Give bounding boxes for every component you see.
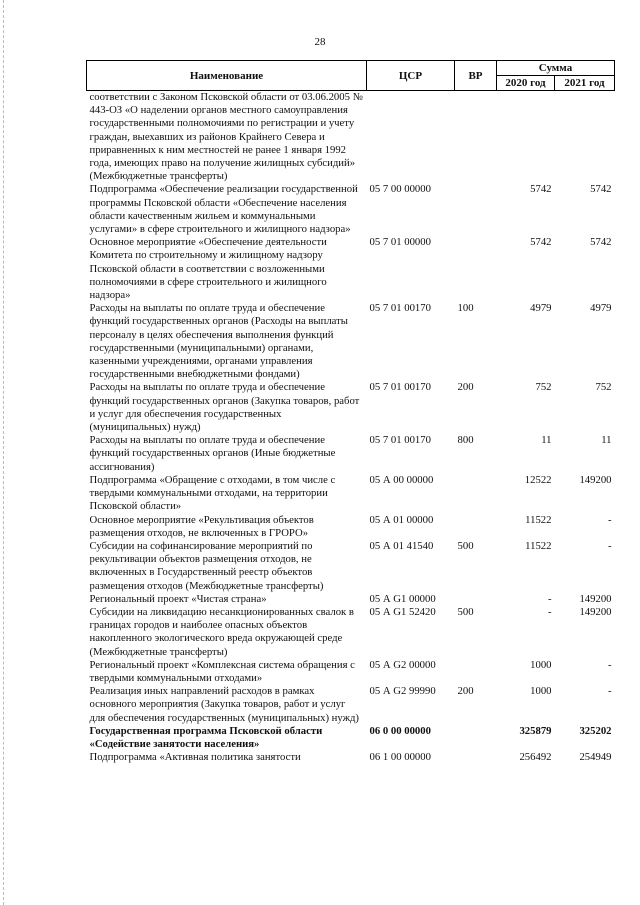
column-header-csr: ЦСР bbox=[367, 61, 455, 91]
table-row bbox=[87, 685, 615, 725]
column-header-2020: 2020 год bbox=[497, 76, 555, 91]
table-row bbox=[87, 725, 615, 751]
row-2020-cell: - bbox=[547, 605, 552, 618]
table-body bbox=[87, 91, 615, 765]
row-name-cell: Подпрограмма «Обращение с отходами, в том числе с твердыми коммунальными отходами, на территории Псковской области» bbox=[89, 473, 336, 513]
row-csr-cell: 05 7 01 00170 bbox=[369, 302, 431, 315]
row-2020-cell: 11 bbox=[541, 434, 552, 447]
row-2020-cell: 5742 bbox=[530, 236, 552, 249]
table-row bbox=[87, 540, 615, 593]
row-2020-cell bbox=[497, 91, 555, 184]
row-name-cell: Основное мероприятие «Обеспечение деятельности Комитета по строительному и жилищному надзору Псковской области в соответствии с возложенными полномочиями в сфере строительного и жилищного надзора» bbox=[89, 236, 327, 302]
row-2020-cell: 752 bbox=[535, 381, 552, 394]
row-vr-cell bbox=[455, 659, 497, 685]
row-name-cell: Субсидии на софинансирование мероприятий по рекультивации объектов размещения отходов, не включенных в Государственный реестр объектов размещения отходов (Межбюджетные трансферты) bbox=[89, 539, 324, 592]
row-vr-cell: 200 bbox=[457, 685, 474, 698]
row-vr-cell bbox=[455, 91, 497, 184]
row-name-cell: Расходы на выплаты по оплате труда и обеспечение функций государственных органов (Закупка товаров, работ и услуг для обеспечения государственных (муниципальных) нужд) bbox=[89, 381, 360, 434]
row-2020-cell: 5742 bbox=[530, 183, 552, 196]
row-name-cell: Подпрограмма «Активная политика занятости bbox=[89, 751, 301, 764]
column-header-vr: ВР bbox=[455, 61, 497, 91]
row-2021-cell: 4979 bbox=[590, 302, 612, 315]
page-edge-line bbox=[3, 0, 5, 905]
row-vr-cell: 500 bbox=[457, 605, 474, 618]
row-csr-cell: 06 1 00 00000 bbox=[369, 751, 431, 764]
row-2020-cell: 12522 bbox=[524, 473, 552, 486]
table-row bbox=[87, 381, 615, 434]
row-name-cell: Региональный проект «Чистая страна» bbox=[89, 592, 267, 605]
row-2021-cell: - bbox=[607, 513, 612, 526]
row-2020-cell: 11522 bbox=[525, 539, 552, 552]
row-vr-cell bbox=[455, 474, 497, 514]
row-csr-cell: 05 7 01 00170 bbox=[369, 381, 431, 394]
row-name-cell: Подпрограмма «Обеспечение реализации государственной программы Псковской области «Обеспечение населения области качественным жильем и коммунальными услугами» в сфере строительного и жилищного надзора» bbox=[89, 183, 358, 236]
row-name-cell: Расходы на выплаты по оплате труда и обеспечение функций государственных органов (Расходы на выплаты персоналу в целях обеспечения выполнения функций государственными (муниципальными) органами, казенными учреждениями, органами управления государственными внебюджетными фондами) bbox=[89, 302, 348, 381]
row-vr-cell: 500 bbox=[457, 539, 474, 552]
row-csr-cell: 05 А G2 99990 bbox=[369, 685, 436, 698]
row-2021-cell: - bbox=[607, 658, 612, 671]
row-csr-cell: 05 А 01 00000 bbox=[369, 513, 434, 526]
row-2021-cell: 149200 bbox=[579, 592, 612, 605]
row-vr-cell bbox=[455, 514, 497, 540]
row-2021-cell: 149200 bbox=[579, 605, 612, 618]
row-name-cell: Региональный проект «Комплексная система обращения с твердыми коммунальными отходами» bbox=[89, 658, 355, 684]
row-name-cell: Субсидии на ликвидацию несанкционированных свалок в границах городов и наиболее опасных объектов накопленного экологического вреда окружающей среде (Межбюджетные трансферты) bbox=[89, 605, 354, 658]
row-vr-cell bbox=[455, 751, 497, 764]
row-csr-cell: 05 7 01 00000 bbox=[369, 236, 431, 249]
row-name-cell: Расходы на выплаты по оплате труда и обеспечение функций государственных органов (Иные бюджетные ассигнования) bbox=[89, 434, 336, 473]
table-row bbox=[87, 302, 615, 381]
row-name-cell: Реализация иных направлений расходов в рамках основного мероприятия (Закупка товаров, работ и услуг для обеспечения государственных (муниципальных) нужд) bbox=[89, 685, 359, 724]
table-row bbox=[87, 593, 615, 606]
row-vr-cell bbox=[455, 725, 497, 751]
row-name-cell: соответствии с Законом Псковской области от 03.06.2005 № 443-ОЗ «О наделении органов местного самоуправления государственными полномочиями по регистрации и учету граждан, выехавших из районов Крайнего Севера и приравненных к ним местностей не ранее 1 января 1992 года, имеющих право на получение жилищных субсидий» (Межбюджетные трансферты) bbox=[89, 91, 363, 183]
row-2020-cell: - bbox=[547, 592, 552, 605]
row-vr-cell: 200 bbox=[457, 381, 474, 394]
row-2021-cell bbox=[555, 91, 615, 184]
row-csr-cell: 05 А G1 52420 bbox=[369, 605, 436, 618]
row-2021-cell: - bbox=[607, 685, 612, 698]
row-2020-cell: 11522 bbox=[525, 513, 552, 526]
row-2020-cell: 256492 bbox=[519, 751, 552, 764]
column-header-2021: 2021 год bbox=[555, 76, 615, 91]
row-csr-cell: 05 А 01 41540 bbox=[369, 539, 434, 552]
row-2021-cell: 11 bbox=[601, 434, 612, 447]
row-csr-cell: 05 А G2 00000 bbox=[369, 658, 436, 671]
row-2020-cell: 1000 bbox=[530, 658, 552, 671]
row-name-cell: Государственная программа Псковской области «Содействие занятости населения» bbox=[89, 724, 323, 750]
row-2021-cell: 5742 bbox=[590, 236, 612, 249]
row-vr-cell: 800 bbox=[457, 434, 474, 447]
table-row bbox=[87, 514, 615, 540]
row-2021-cell: 752 bbox=[595, 381, 612, 394]
row-2021-cell: - bbox=[607, 539, 612, 552]
table-row bbox=[87, 606, 615, 659]
column-header-sum: Сумма bbox=[497, 61, 615, 76]
row-vr-cell bbox=[455, 593, 497, 606]
page-number: 28 bbox=[314, 36, 326, 48]
row-2021-cell: 149200 bbox=[579, 473, 612, 486]
table-header bbox=[87, 61, 615, 91]
row-csr-cell: 05 7 00 00000 bbox=[369, 183, 431, 196]
row-vr-cell: 100 bbox=[457, 302, 474, 315]
table-row bbox=[87, 659, 615, 685]
row-2021-cell: 5742 bbox=[590, 183, 612, 196]
row-csr-cell bbox=[367, 91, 455, 184]
row-csr-cell: 05 7 01 00170 bbox=[369, 434, 431, 447]
row-csr-cell: 05 А G1 00000 bbox=[369, 592, 436, 605]
row-csr-cell: 06 0 00 00000 bbox=[369, 724, 431, 737]
column-header-name: Наименование bbox=[87, 61, 367, 91]
row-2021-cell: 254949 bbox=[579, 751, 612, 764]
row-vr-cell bbox=[455, 236, 497, 302]
row-2020-cell: 1000 bbox=[530, 685, 552, 698]
table-row bbox=[87, 91, 615, 184]
row-2021-cell: 325202 bbox=[579, 724, 612, 737]
table-row bbox=[87, 474, 615, 514]
table-row bbox=[87, 183, 615, 236]
budget-table bbox=[86, 60, 615, 764]
row-name-cell: Основное мероприятие «Рекультивация объектов размещения отходов, не включенных в ГРОРО» bbox=[89, 513, 314, 539]
table-row bbox=[87, 434, 615, 474]
row-2020-cell: 4979 bbox=[530, 302, 552, 315]
row-2020-cell: 325879 bbox=[519, 724, 552, 737]
row-csr-cell: 05 А 00 00000 bbox=[369, 473, 434, 486]
row-vr-cell bbox=[455, 183, 497, 236]
table-row bbox=[87, 751, 615, 764]
table-row bbox=[87, 236, 615, 302]
